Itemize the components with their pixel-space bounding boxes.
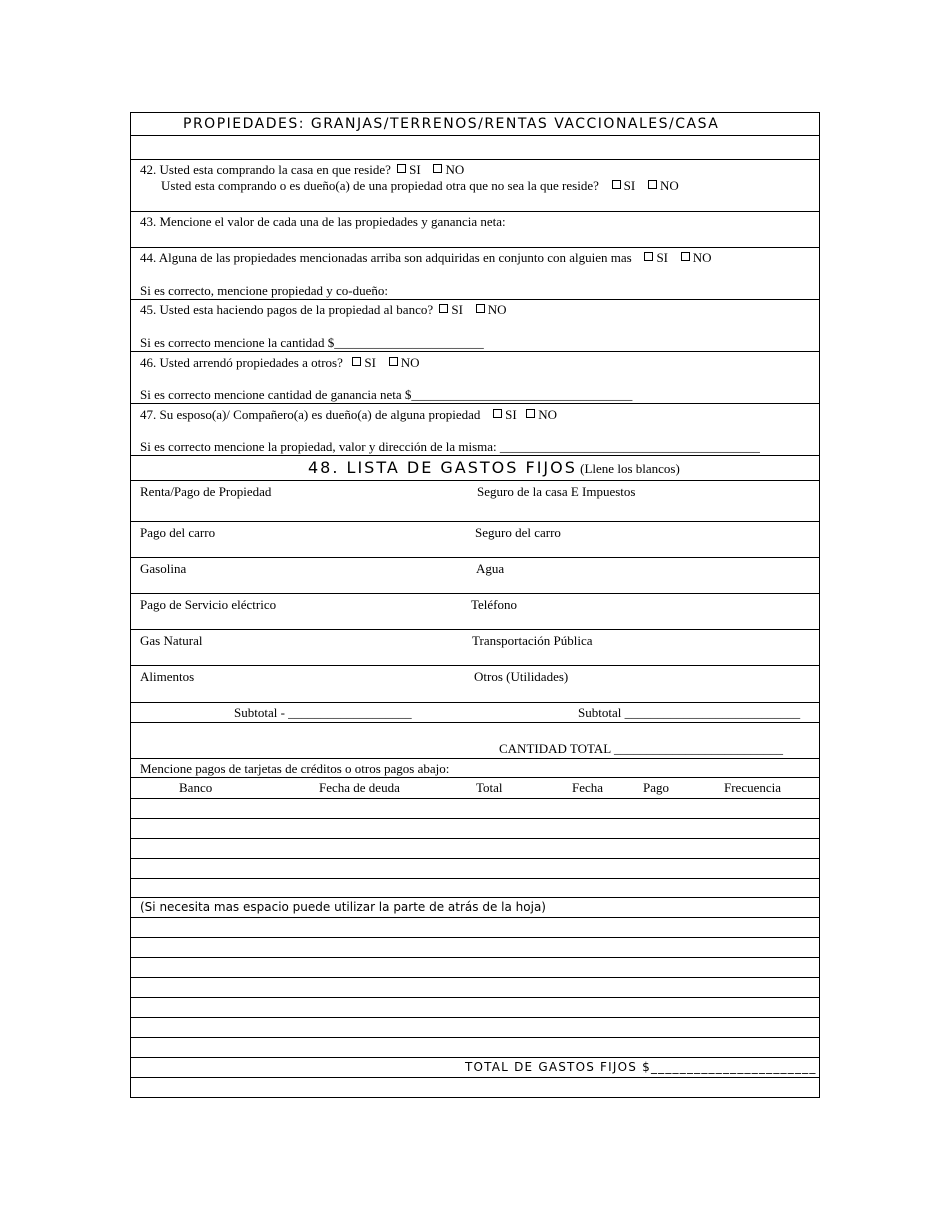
- q45-si-checkbox[interactable]: [439, 304, 448, 313]
- col-total: Total: [476, 780, 503, 795]
- section-title: PROPIEDADES: GRANJAS/TERRENOS/RENTAS VACCIONALES/CASA: [183, 116, 720, 132]
- q42-si-checkbox[interactable]: [397, 164, 406, 173]
- expense-gas-label: Gasolina: [140, 561, 187, 576]
- expense-home-insurance-label: Seguro de la casa E Impuestos: [477, 484, 636, 499]
- subtotal-right[interactable]: Subtotal ___________________________: [578, 705, 801, 720]
- q42b-si-checkbox[interactable]: [612, 180, 621, 189]
- q47-line1: 47. Su esposo(a)/ Compañero(a) es dueño(a) de alguna propiedad SI NO: [140, 407, 558, 422]
- subtotal-left[interactable]: Subtotal - ___________________: [234, 705, 412, 720]
- q45-line1: 45. Usted esta haciendo pagos de la propiedad al banco? SI NO: [140, 302, 507, 317]
- q42-line1: 42. Usted esta comprando la casa en que reside? SI NO: [140, 162, 465, 177]
- q47-no-checkbox[interactable]: [526, 409, 535, 418]
- col-fecha-deuda: Fecha de deuda: [319, 780, 400, 795]
- expense-other-label: Otros (Utilidades): [474, 669, 569, 684]
- expenses-heading: 48. LISTA DE GASTOS FIJOS (Llene los blancos): [308, 458, 680, 477]
- expense-electric-label: Pago de Servicio eléctrico: [140, 597, 277, 612]
- expense-food-label: Alimentos: [140, 669, 195, 684]
- expense-phone-label: Teléfono: [471, 597, 518, 612]
- q47-line2[interactable]: Si es correcto mencione la propiedad, valor y dirección de la misma: ________________________________________: [140, 439, 760, 454]
- expense-water-label: Agua: [476, 561, 505, 576]
- q46-line1: 46. Usted arrendó propiedades a otros? SI NO: [140, 355, 420, 370]
- q44-line1: 44. Alguna de las propiedades mencionadas arriba son adquiridas en conjunto con alguien mas SI NO: [140, 250, 712, 265]
- cantidad-total[interactable]: CANTIDAD TOTAL __________________________: [499, 741, 783, 756]
- total-gastos-fijos[interactable]: TOTAL DE GASTOS FIJOS $_______________________: [465, 1060, 817, 1074]
- q46-no-checkbox[interactable]: [389, 357, 398, 366]
- col-fecha: Fecha: [572, 780, 604, 795]
- q44-line2: Si es correcto, mencione propiedad y co-dueño:: [140, 283, 388, 298]
- q42b-no-checkbox[interactable]: [648, 180, 657, 189]
- expense-transport-label: Transportación Pública: [472, 633, 593, 648]
- expense-rent-label: Renta/Pago de Propiedad: [140, 484, 272, 499]
- col-frecuencia: Frecuencia: [724, 780, 782, 795]
- q45-line2[interactable]: Si es correcto mencione la cantidad $_______________________: [140, 335, 484, 350]
- q46-line2[interactable]: Si es correcto mencione cantidad de ganancia neta $__________________________________: [140, 387, 633, 402]
- property-expenses-form: [130, 112, 820, 1098]
- q43-line1: 43. Mencione el valor de cada una de las propiedades y ganancia neta:: [140, 214, 506, 229]
- expense-natural-gas-label: Gas Natural: [140, 633, 203, 648]
- credit-intro: Mencione pagos de tarjetas de créditos o otros pagos abajo:: [140, 761, 450, 776]
- q44-no-checkbox[interactable]: [681, 252, 690, 261]
- col-banco: Banco: [179, 780, 213, 795]
- q45-no-checkbox[interactable]: [476, 304, 485, 313]
- expense-car-payment-label: Pago del carro: [140, 525, 216, 540]
- col-pago: Pago: [643, 780, 669, 795]
- q47-si-checkbox[interactable]: [493, 409, 502, 418]
- q44-si-checkbox[interactable]: [644, 252, 653, 261]
- q42-line2: Usted esta comprando o es dueño(a) de una propiedad otra que no sea la que reside? SI NO: [161, 178, 679, 193]
- expense-car-insurance-label: Seguro del carro: [475, 525, 561, 540]
- q46-si-checkbox[interactable]: [352, 357, 361, 366]
- space-note: (Si necesita mas espacio puede utilizar la parte de atrás de la hoja): [140, 900, 546, 914]
- q42-no-checkbox[interactable]: [433, 164, 442, 173]
